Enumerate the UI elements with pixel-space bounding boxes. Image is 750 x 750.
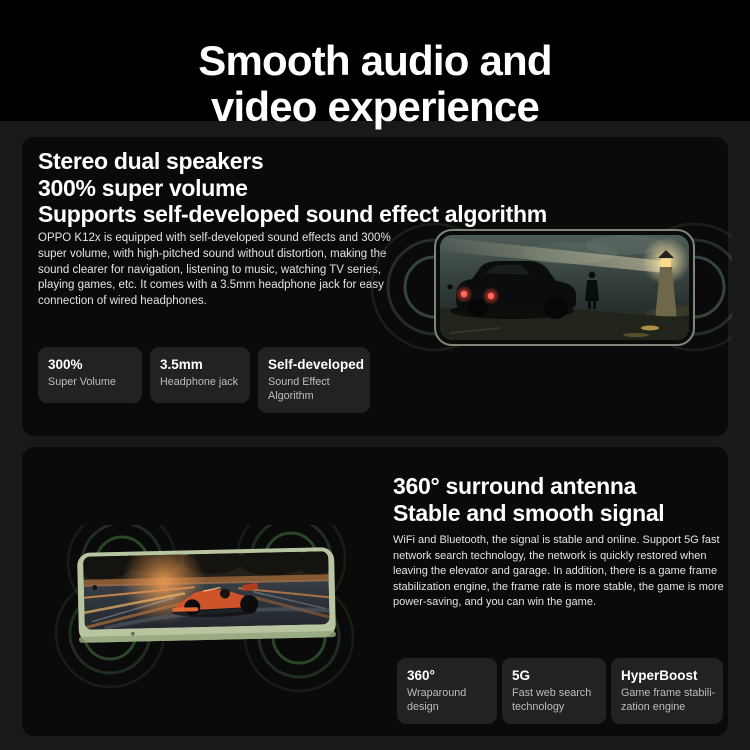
signal-card-heading bbox=[393, 473, 664, 526]
audio-heading-line-3: Supports self-developed sound effect algorithm bbox=[38, 201, 547, 227]
spec-badge-sound-algorithm: Self-developed Sound Effect Algorithm bbox=[258, 347, 370, 413]
audio-card-description: OPPO K12x is equipped with self-developed sound effects and 300% super volume, with high-pitched sound without distortion, making the sound clearer for navigation, listening to music, watching TV series, playing games, etc. It comes with a 3.5mm headphone jack for easy connection of wired headphones. bbox=[38, 232, 391, 308]
feature-card-signal bbox=[22, 447, 728, 736]
spec-badge-wraparound: 360° Wraparound design bbox=[397, 658, 497, 724]
phone-video-preview bbox=[360, 201, 732, 371]
signal-spec-badges bbox=[397, 658, 723, 724]
spec-badge-hyperboost: HyperBoost Game frame stabili- zation engine bbox=[611, 658, 723, 724]
page-title bbox=[0, 38, 750, 130]
signal-heading-line-2: Stable and smooth signal bbox=[393, 499, 665, 526]
noir-movie-scene bbox=[440, 235, 690, 340]
signal-card-description: WiFi and Bluetooth, the signal is stable and online. Support 5G fast network search technology, the network is quickly restored when leaving the elevator and garage. In addition, there is a game frame stabilization engine, the frame rate is more stable, the game is more power-saving, and you can win the game. bbox=[393, 534, 724, 608]
spec-badge-headphone-jack: 3.5mm Headphone jack bbox=[150, 347, 250, 403]
page-title-line-1: Smooth audio and bbox=[198, 37, 552, 85]
audio-heading-line-1: Stereo dual speakers bbox=[38, 148, 264, 174]
punch-hole-camera-icon bbox=[447, 284, 453, 290]
spec-badge-5g: 5G Fast web search technology bbox=[502, 658, 606, 724]
audio-spec-badges bbox=[38, 347, 370, 413]
feature-card-audio bbox=[22, 137, 728, 436]
spec-badge-super-volume: 300% Super Volume bbox=[38, 347, 142, 403]
audio-heading-line-2: 300% super volume bbox=[38, 174, 248, 201]
phone-game-preview bbox=[44, 525, 374, 710]
signal-heading-line-1: 360° surround antenna bbox=[393, 473, 637, 499]
page-title-line-2: video experience bbox=[210, 83, 540, 131]
